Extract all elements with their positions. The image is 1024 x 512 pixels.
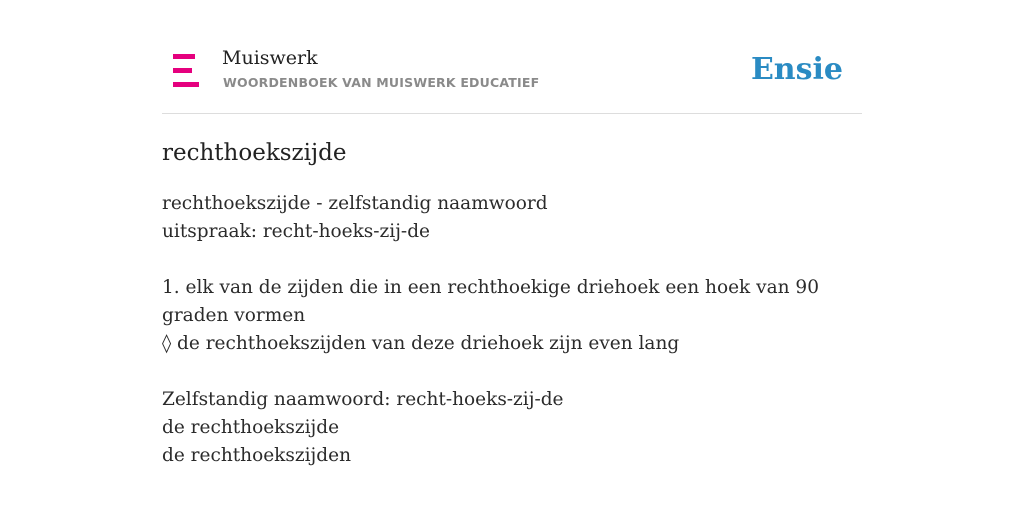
entry-card [162,0,862,512]
definition-text: 1. elk van de zijden die in een rechthoekige driehoek een hoek van 90 graden vormen [162,277,819,326]
noun-line: Zelfstandig naamwoord: recht-hoeks-zij-de [162,389,564,410]
logo-bar-middle [173,68,192,73]
page-title: rechthoekszijde [162,140,347,166]
logo-bar-top [173,54,195,59]
brand-subtitle: WOORDENBOEK VAN MUISWERK EDUCATIEF [223,75,540,90]
site-header [162,0,862,114]
spacer [162,246,862,274]
spacer [162,358,862,386]
singular-form: de rechthoekszijde [162,417,340,438]
example-text: ◊ de rechthoekszijden van deze driehoek zijn even lang [162,333,680,354]
muiswerk-logo-icon[interactable] [173,54,200,88]
ensie-logo[interactable]: Ensie [750,52,843,87]
brand-name[interactable]: Muiswerk [222,47,318,69]
pronunciation-line: uitspraak: recht-hoeks-zij-de [162,221,430,242]
logo-bar-bottom [173,82,199,87]
plural-form: de rechthoekszijden [162,445,351,466]
word-class-line: rechthoekszijde - zelfstandig naamwoord [162,193,548,214]
entry-content [162,190,862,470]
